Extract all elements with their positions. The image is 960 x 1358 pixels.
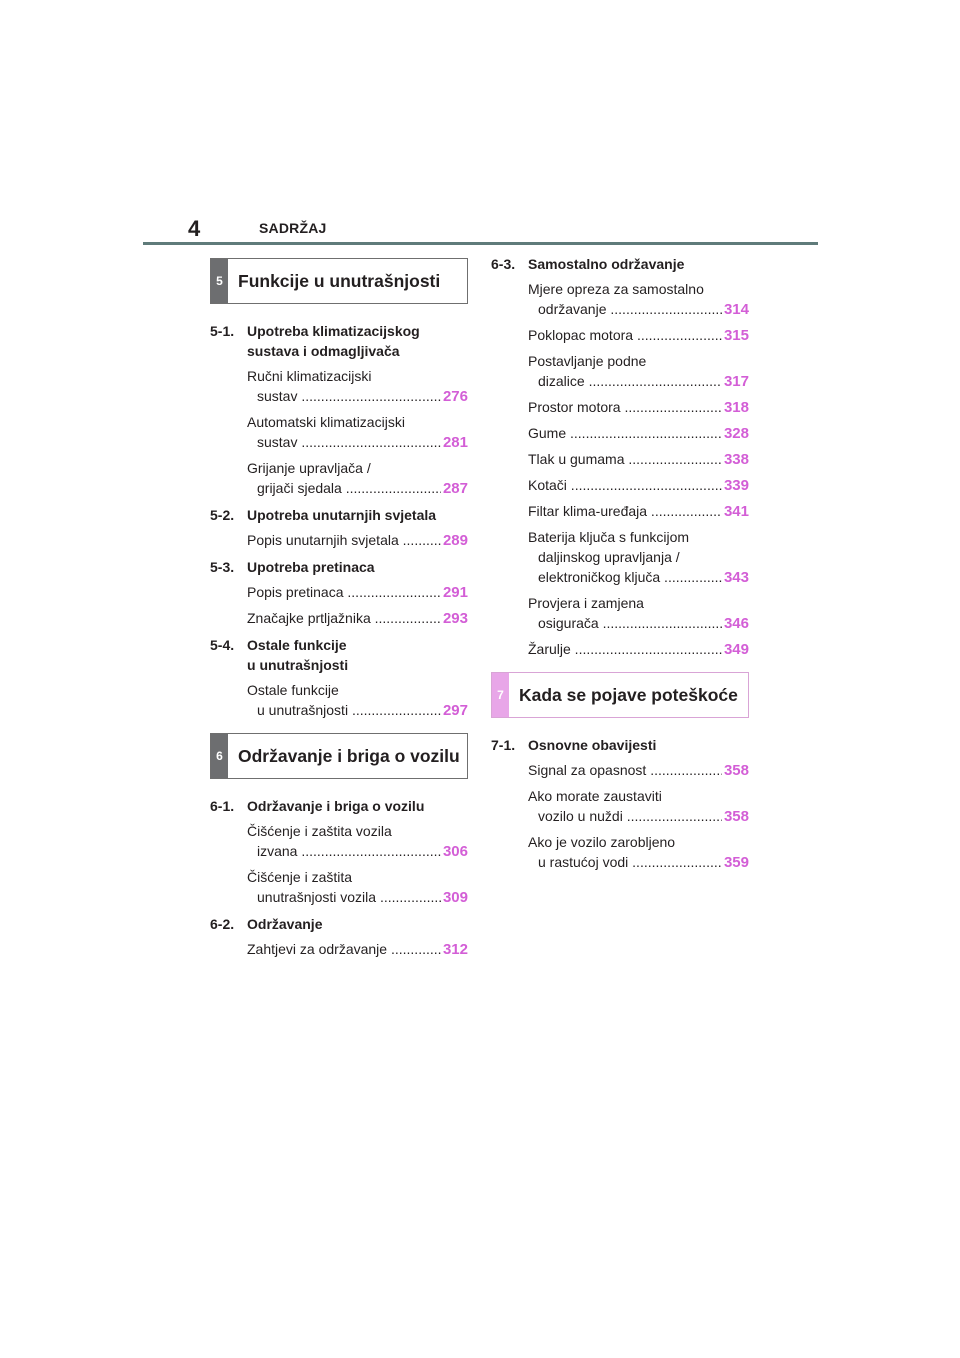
subsection-title-line: u unutrašnjosti (247, 657, 349, 673)
header-rule (143, 242, 818, 245)
entry-text: Filtar klima-uređaja ..... (528, 501, 722, 521)
entry-text: Prostor motora ..... (528, 397, 722, 417)
subsection-number: 5-2. (210, 507, 235, 523)
toc-entry[interactable] (210, 530, 468, 551)
subsection-title: Upotreba unutarnjih svjetala (247, 507, 437, 523)
subsection-6-3 (491, 254, 749, 274)
section-7-box[interactable] (491, 672, 749, 718)
entry-text: grijači sjedala ..... (257, 478, 441, 498)
subsection-6-2 (210, 914, 468, 934)
entry-text: Kotači ..... (528, 475, 722, 495)
toc-entry[interactable] (491, 593, 749, 634)
toc-entry[interactable] (491, 397, 749, 418)
toc-entry[interactable] (210, 458, 468, 499)
toc-entry[interactable] (491, 423, 749, 444)
page-link[interactable]: 287 (442, 480, 468, 497)
page-link[interactable]: 339 (723, 477, 749, 494)
entry-text: Postavljanje podne (528, 353, 647, 369)
subsection-5-1 (210, 321, 468, 361)
page-link[interactable]: 289 (442, 532, 468, 549)
entry-text: Čišćenje i zaštita (247, 869, 353, 885)
entry-text: daljinskog upravljanja / (538, 549, 680, 565)
toc-entry[interactable] (491, 527, 749, 588)
toc-entry[interactable] (210, 867, 468, 908)
subsection-title: Održavanje (247, 916, 323, 932)
subsection-title: Upotreba pretinaca (247, 559, 375, 575)
entry-text: Tlak u gumama ..... (528, 449, 722, 469)
entry-text: Ručni klimatizacijski (247, 368, 372, 384)
toc-entry[interactable] (491, 325, 749, 346)
page-link[interactable]: 359 (723, 854, 749, 871)
page-link[interactable]: 341 (723, 503, 749, 520)
page-link[interactable]: 318 (723, 399, 749, 416)
toc-entry[interactable] (491, 501, 749, 522)
entry-text: Značajke prtljažnika ..... (247, 608, 441, 628)
page-link[interactable]: 312 (442, 941, 468, 958)
entry-text: Žarulje ..... (528, 639, 722, 659)
entry-text: Gume ..... (528, 423, 722, 443)
subsection-number: 5-1. (210, 323, 235, 339)
toc-entry[interactable] (491, 351, 749, 392)
toc-entry[interactable] (491, 279, 749, 320)
page-link[interactable]: 328 (723, 425, 749, 442)
toc-entry[interactable] (210, 680, 468, 721)
entry-text: dizalice ..... (538, 371, 722, 391)
page-link[interactable]: 358 (723, 762, 749, 779)
entry-text: Grijanje upravljača / (247, 460, 371, 476)
section-6-tab: 6 (211, 734, 228, 778)
page-link[interactable]: 297 (442, 702, 468, 719)
subsection-5-2 (210, 505, 468, 525)
toc-entry[interactable] (210, 582, 468, 603)
entry-text: elektroničkog ključa ..... (538, 567, 722, 587)
toc-entry[interactable] (210, 608, 468, 629)
subsection-number: 6-1. (210, 798, 235, 814)
page-number: 4 (188, 216, 201, 241)
toc-entry[interactable] (491, 449, 749, 470)
toc-left-column (210, 258, 468, 960)
subsection-title-line: Ostale funkcije (247, 637, 347, 653)
section-6-title: Održavanje i briga o vozilu (238, 745, 460, 766)
subsection-title: Upotreba klimatizacijskog sustava i odmagljivača (247, 323, 420, 359)
subsection-title: Održavanje i briga o vozilu (247, 798, 425, 814)
page-link[interactable]: 291 (442, 584, 468, 601)
toc-entry[interactable] (210, 366, 468, 407)
page-link[interactable]: 338 (723, 451, 749, 468)
subsection-number: 5-3. (210, 559, 235, 575)
section-6-box[interactable] (210, 733, 468, 779)
entry-text: Baterija ključa s funkcijom (528, 529, 690, 545)
subsection-6-1 (210, 796, 468, 816)
page-link[interactable]: 343 (723, 569, 749, 586)
page-link[interactable]: 349 (723, 641, 749, 658)
entry-text: Popis pretinaca ..... (247, 582, 441, 602)
entry-text: u rastućoj vodi ..... (538, 852, 722, 872)
toc-entry[interactable] (491, 832, 749, 873)
entry-text: Provjera i zamjena (528, 595, 644, 611)
subsection-title: Samostalno održavanje (528, 256, 685, 272)
section-5-box[interactable] (210, 258, 468, 304)
entry-text: Zahtjevi za održavanje ..... (247, 939, 441, 959)
entry-text: sustav ..... (257, 386, 441, 406)
entry-text: Signal za opasnost ..... (528, 760, 722, 780)
subsection-number: 6-3. (491, 256, 516, 272)
page-link[interactable]: 281 (442, 434, 468, 451)
toc-right-column (491, 254, 749, 873)
entry-text: održavanje ..... (538, 299, 722, 319)
subsection-title: Osnovne obavijesti (528, 737, 657, 753)
page-link[interactable]: 309 (442, 889, 468, 906)
subsection-number: 5-4. (210, 637, 235, 653)
toc-entry[interactable] (210, 939, 468, 960)
section-7-tab: 7 (492, 673, 509, 717)
section-7-title: Kada se pojave poteškoće (519, 684, 738, 705)
entry-text: Automatski klimatizacijski (247, 414, 405, 430)
entry-text: Ostale funkcije (247, 682, 339, 698)
entry-text: Poklopac motora ..... (528, 325, 722, 345)
toc-entry[interactable] (491, 760, 749, 781)
page-link[interactable]: 317 (723, 373, 749, 390)
subsection-title (247, 635, 468, 675)
page-link[interactable]: 314 (723, 301, 749, 318)
entry-text: Čišćenje i zaštita vozila (247, 823, 392, 839)
entry-text: vozilo u nuždi ..... (538, 806, 722, 826)
entry-text: izvana ..... (257, 841, 441, 861)
toc-entry[interactable] (210, 821, 468, 862)
entry-text: u unutrašnjosti ..... (257, 700, 441, 720)
toc-entry[interactable] (491, 786, 749, 827)
toc-entry[interactable] (491, 639, 749, 660)
subsection-5-3 (210, 557, 468, 577)
section-5-tab: 5 (211, 259, 228, 303)
page-link[interactable]: 276 (442, 388, 468, 405)
page-link[interactable]: 315 (723, 327, 749, 344)
entry-text: Ako morate zaustaviti (528, 788, 662, 804)
page-link[interactable]: 293 (442, 610, 468, 627)
entry-text: Popis unutarnjih svjetala ..... (247, 530, 441, 550)
entry-text: osigurača ..... (538, 613, 722, 633)
entry-text: unutrašnjosti vozila ..... (257, 887, 441, 907)
toc-entry[interactable] (210, 412, 468, 453)
entry-text: Ako je vozilo zarobljeno (528, 834, 676, 850)
page-link[interactable]: 346 (723, 615, 749, 632)
subsection-7-1 (491, 735, 749, 755)
subsection-number: 6-2. (210, 916, 235, 932)
subsection-5-4 (210, 635, 468, 675)
page-link[interactable]: 358 (723, 808, 749, 825)
entry-text: sustav ..... (257, 432, 441, 452)
subsection-number: 7-1. (491, 737, 516, 753)
page-title: SADRŽAJ (259, 220, 327, 236)
toc-entry[interactable] (491, 475, 749, 496)
section-5-title: Funkcije u unutrašnjosti (238, 270, 441, 291)
entry-text: Mjere opreza za samostalno (528, 281, 704, 297)
page-link[interactable]: 306 (442, 843, 468, 860)
